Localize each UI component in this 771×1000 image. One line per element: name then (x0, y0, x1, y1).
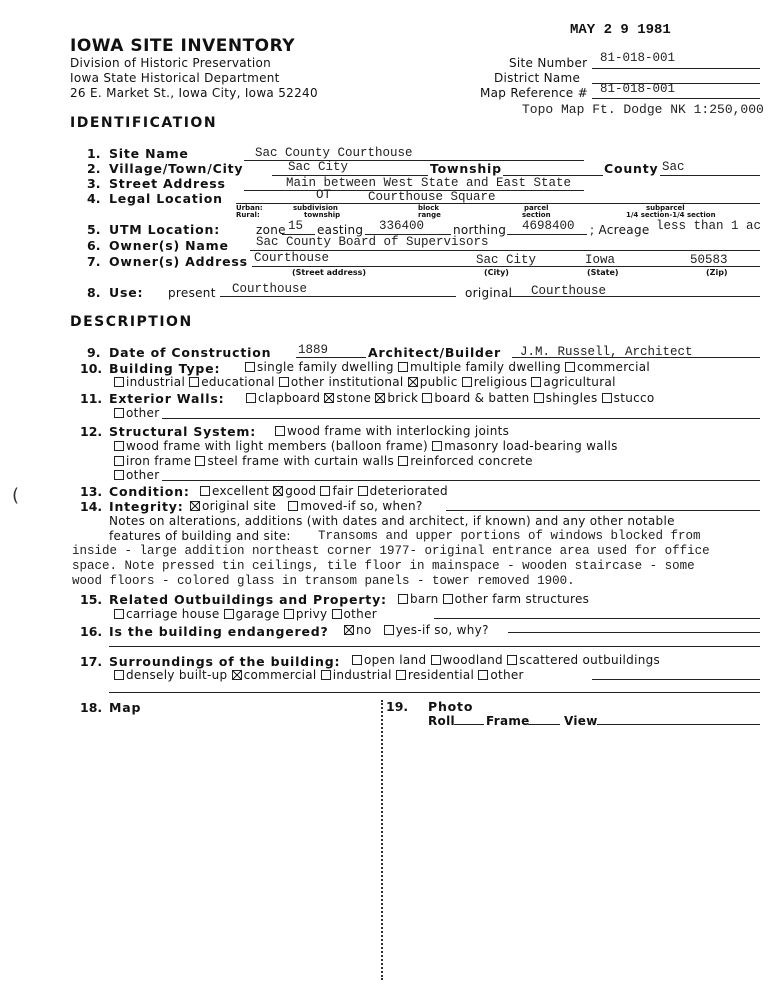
surroundings-row2 (114, 668, 524, 682)
checkbox-yes[interactable] (384, 625, 394, 635)
checkbox-structural-other[interactable] (114, 470, 124, 480)
structural-other-line[interactable] (162, 480, 760, 481)
option-public: public (419, 375, 458, 389)
exterior-walls-row1 (246, 391, 655, 405)
binding-mark: ( (12, 485, 20, 506)
building-type-row2 (114, 375, 616, 389)
option-structural-other: other (126, 468, 160, 482)
item-number-2: 2. (87, 161, 101, 176)
checkbox-single-family[interactable] (245, 362, 255, 372)
village-label: Village/Town/City (109, 161, 244, 176)
exterior-walls-row2 (114, 406, 159, 420)
checkbox-shingles[interactable] (534, 393, 544, 403)
owner-state-value[interactable]: Iowa (585, 253, 616, 267)
zone-value[interactable]: 15 (288, 219, 304, 233)
notes-instruction-2: features of building and site: (109, 529, 291, 543)
exterior-walls-label: Exterior Walls: (109, 391, 225, 406)
frame-label: Frame (486, 714, 530, 728)
checkbox-iron-frame[interactable] (114, 456, 124, 466)
zip-caption: (Zip) (706, 268, 728, 277)
checkbox-garage[interactable] (224, 609, 234, 619)
item-number-4: 4. (87, 191, 101, 206)
township-label: Township (430, 161, 502, 176)
item-number-5: 5. (87, 222, 101, 237)
item-number-13: 13. (80, 484, 103, 499)
architect-line (512, 357, 760, 358)
checkbox-no-checked[interactable] (344, 625, 354, 635)
item-number-12: 12. (80, 424, 103, 439)
street-address-value[interactable]: Main between West State and East State (286, 176, 572, 190)
present-use-line (220, 296, 456, 297)
photo-label: Photo (428, 699, 474, 714)
owner-address-line (252, 266, 760, 267)
surroundings-row1 (352, 653, 660, 667)
owner-zip-value[interactable]: 50583 (690, 253, 728, 267)
state-caption: (State) (587, 268, 619, 277)
county-line (660, 175, 760, 176)
utm-location-label: UTM Location: (109, 222, 221, 237)
checkbox-fair[interactable] (320, 486, 330, 496)
option-masonry: masonry load-bearing walls (444, 439, 618, 453)
option-multiple-family: multiple family dwelling (409, 360, 561, 374)
identification-heading: IDENTIFICATION (70, 115, 218, 131)
option-religious: religious (473, 375, 528, 389)
moved-when-line[interactable] (446, 510, 760, 511)
checkbox-moved[interactable] (288, 501, 298, 511)
legal-location-subdivision[interactable]: OT (316, 188, 332, 202)
checkbox-carriage-house[interactable] (114, 609, 124, 619)
option-shingles: shingles (545, 391, 598, 405)
date-of-construction-value[interactable]: 1889 (298, 343, 329, 357)
checkbox-excellent[interactable] (200, 486, 210, 496)
legal-location-label: Legal Location (109, 191, 223, 206)
county-value[interactable]: Sac (662, 160, 685, 174)
original-label: original (465, 286, 513, 300)
option-surr-industrial: industrial (332, 668, 392, 682)
checkbox-densely-built[interactable] (114, 670, 124, 680)
original-use-value[interactable]: Courthouse (531, 284, 607, 298)
map-reference-label: Map Reference # (480, 86, 588, 100)
checkbox-surr-industrial[interactable] (321, 670, 331, 680)
checkbox-stone-checked[interactable] (324, 393, 334, 403)
item-number-9: 9. (87, 345, 101, 360)
option-agricultural: agricultural (543, 375, 616, 389)
option-interlocking: wood frame with interlocking joints (287, 424, 510, 438)
checkbox-outbuilding-other[interactable] (332, 609, 342, 619)
related-row2 (114, 607, 377, 621)
checkbox-stucco[interactable] (602, 393, 612, 403)
checkbox-steel-frame[interactable] (195, 456, 205, 466)
option-good: good (285, 484, 317, 498)
present-label: present (168, 286, 216, 300)
option-other-farm: other farm structures (454, 592, 590, 606)
checkbox-walls-other[interactable] (114, 408, 124, 418)
map-reference-value[interactable]: 81-018-001 (600, 82, 676, 96)
checkbox-industrial[interactable] (114, 377, 124, 387)
checkbox-public-checked[interactable] (408, 377, 418, 387)
option-carriage-house: carriage house (126, 607, 220, 621)
checkbox-masonry[interactable] (432, 441, 442, 451)
notes-text-4[interactable]: wood floors - colored glass in transom panels - tower removed 1900. (72, 574, 575, 588)
checkbox-good-checked[interactable] (273, 486, 283, 496)
present-use-value[interactable]: Courthouse (232, 282, 308, 296)
item-number-11: 11. (80, 391, 103, 406)
subdivision-caption: subdivision (293, 204, 338, 212)
checkbox-clapboard[interactable] (246, 393, 256, 403)
site-number-label: Site Number (509, 56, 588, 70)
outbuilding-other-line[interactable] (434, 618, 760, 619)
item-number-15: 15. (80, 592, 103, 607)
option-iron-frame: iron frame (126, 454, 192, 468)
option-single-family: single family dwelling (257, 360, 394, 374)
checkbox-religious[interactable] (462, 377, 472, 387)
option-surr-commercial: commercial (243, 668, 317, 682)
option-scattered-outbuildings: scattered outbuildings (519, 653, 661, 667)
checkbox-residential[interactable] (396, 670, 406, 680)
item-number-1: 1. (87, 146, 101, 161)
view-label: View (564, 714, 598, 728)
walls-other-line[interactable] (162, 418, 760, 419)
easting-label: easting (317, 223, 364, 237)
checkbox-scattered-outbuildings[interactable] (507, 655, 517, 665)
roll-line[interactable] (454, 724, 484, 725)
owner-name-value[interactable]: Sac County Board of Supervisors (256, 235, 489, 249)
block-caption: block (418, 204, 440, 212)
owner-name-label: Owner(s) Name (109, 238, 229, 253)
checkbox-balloon-frame[interactable] (114, 441, 124, 451)
structural-system-label: Structural System: (109, 424, 257, 439)
structural-row2 (114, 439, 618, 453)
notes-text-3[interactable]: space. Note pressed tin ceilings, tile floor in mainspace - wooden staircase - some (72, 559, 695, 573)
item-number-10: 10. (80, 361, 103, 376)
owner-street-value[interactable]: Courthouse (254, 251, 330, 265)
integrity-row (190, 499, 423, 513)
view-line[interactable] (597, 724, 760, 725)
condition-row (200, 484, 448, 498)
checkbox-brick-checked[interactable] (375, 393, 385, 403)
structural-row1 (275, 424, 509, 438)
option-woodland: woodland (442, 653, 503, 667)
street-address-caption: (Street address) (292, 268, 367, 277)
surroundings-label: Surroundings of the building: (109, 654, 341, 669)
zone-label: zone (256, 223, 286, 237)
address-line: 26 E. Market St., Iowa City, Iowa 52240 (70, 86, 318, 100)
item-number-18: 18. (80, 700, 103, 715)
item-number-16: 16. (80, 624, 103, 639)
option-board-batten: board & batten (434, 391, 530, 405)
map-reference-line (592, 98, 760, 99)
acreage-value[interactable]: less than 1 ac (656, 219, 762, 233)
item-number-14: 14. (80, 499, 103, 514)
owner-address-label: Owner(s) Address (109, 254, 248, 269)
received-date-stamp: MAY 2 9 1981 (570, 22, 671, 38)
site-name-label: Site Name (109, 146, 189, 161)
acreage-label: ; Acreage (590, 223, 650, 237)
easting-value[interactable]: 336400 (379, 219, 425, 233)
checkbox-reinforced-concrete[interactable] (398, 456, 408, 466)
option-other-institutional: other institutional (290, 375, 404, 389)
form-title: IOWA SITE INVENTORY (70, 36, 296, 56)
original-use-line (509, 296, 760, 297)
option-no: no (356, 623, 372, 637)
checkbox-board-batten[interactable] (422, 393, 432, 403)
option-industrial: industrial (126, 375, 186, 389)
checkbox-original-site-checked[interactable] (190, 501, 200, 511)
date-of-construction-label: Date of Construction (109, 345, 272, 360)
use-label: Use: (109, 285, 144, 300)
option-surr-other: other (490, 668, 524, 682)
option-balloon-frame: wood frame with light members (balloon frame) (126, 439, 428, 453)
option-stone: stone (336, 391, 372, 405)
item-number-17: 17. (80, 654, 103, 669)
site-number-value[interactable]: 81-018-001 (600, 51, 676, 65)
township-caption: township (304, 211, 341, 219)
option-fair: fair (332, 484, 354, 498)
condition-label: Condition: (109, 484, 190, 499)
integrity-label: Integrity: (109, 499, 184, 514)
subparcel-caption: subparcel (646, 204, 685, 212)
checkbox-educational[interactable] (189, 377, 199, 387)
checkbox-privy[interactable] (284, 609, 294, 619)
item-number-3: 3. (87, 176, 101, 191)
roll-label: Roll (428, 714, 455, 728)
option-steel-frame: steel frame with curtain walls (207, 454, 395, 468)
map-photo-divider (381, 700, 383, 980)
checkbox-commercial[interactable] (565, 362, 575, 372)
endangered-why-line-2[interactable] (109, 646, 760, 647)
rural-label: Rural: (236, 211, 260, 219)
structural-row3 (114, 454, 533, 468)
legal-location-block[interactable]: Courthouse Square (368, 190, 496, 204)
department-line: Iowa State Historical Department (70, 71, 280, 85)
parcel-caption: parcel (524, 204, 549, 212)
northing-line (507, 234, 587, 235)
option-residential: residential (407, 668, 475, 682)
related-row1 (398, 592, 589, 606)
checkbox-agricultural[interactable] (531, 377, 541, 387)
option-walls-other: other (126, 406, 160, 420)
date-of-construction-line (296, 357, 366, 358)
topo-map-note: Topo Map Ft. Dodge NK 1:250,000 (522, 102, 764, 117)
option-excellent: excellent (212, 484, 270, 498)
checkbox-commercial-checked[interactable] (232, 670, 242, 680)
notes-text-1[interactable]: Transoms and upper portions of windows blocked from (318, 529, 701, 543)
description-heading: DESCRIPTION (70, 314, 193, 330)
option-deteriorated: deteriorated (369, 484, 448, 498)
section-caption: section (522, 211, 551, 219)
site-number-line (592, 68, 760, 69)
checkbox-open-land[interactable] (352, 655, 362, 665)
option-stucco: stucco (613, 391, 655, 405)
item-number-6: 6. (87, 238, 101, 253)
quarter-section-caption: 1/4 section-1/4 section (626, 211, 716, 219)
map-label: Map (109, 700, 142, 715)
site-name-value[interactable]: Sac County Courthouse (255, 146, 413, 160)
option-privy: privy (295, 607, 328, 621)
checkbox-woodland[interactable] (431, 655, 441, 665)
surroundings-extra-line[interactable] (109, 692, 760, 693)
frame-line[interactable] (528, 724, 560, 725)
option-barn: barn (410, 592, 439, 606)
surroundings-other-line[interactable] (592, 679, 760, 680)
option-commercial: commercial (577, 360, 651, 374)
urban-label: Urban: (236, 204, 263, 212)
item-number-7: 7. (87, 254, 101, 269)
option-open-land: open land (364, 653, 427, 667)
county-label: County (604, 161, 659, 176)
checkbox-surr-other[interactable] (478, 670, 488, 680)
street-address-label: Street Address (109, 176, 226, 191)
option-original-site: original site (202, 499, 277, 513)
village-value[interactable]: Sac City (288, 160, 349, 174)
option-educational: educational (201, 375, 275, 389)
northing-label: northing (453, 223, 507, 237)
option-moved: moved-if so, when? (300, 499, 423, 513)
architect-label: Architect/Builder (368, 345, 502, 360)
checkbox-barn[interactable] (398, 594, 408, 604)
notes-instruction-1: Notes on alterations, additions (with dates and architect, if known) and any other notable (109, 514, 675, 528)
endangered-row (344, 623, 489, 637)
city-caption: (City) (484, 268, 509, 277)
building-type-row1 (245, 360, 650, 374)
checkbox-other-institutional[interactable] (279, 377, 289, 387)
endangered-label: Is the building endangered? (109, 624, 329, 639)
structural-row4 (114, 468, 159, 482)
checkbox-multiple-family[interactable] (398, 362, 408, 372)
checkbox-deteriorated[interactable] (358, 486, 368, 496)
option-densely-built: densely built-up (126, 668, 228, 682)
owner-city-value[interactable]: Sac City (476, 253, 537, 267)
option-yes: yes-if so, why? (395, 623, 489, 637)
range-caption: range (418, 211, 441, 219)
option-garage: garage (235, 607, 280, 621)
northing-value[interactable]: 4698400 (522, 219, 575, 233)
endangered-why-line[interactable] (508, 632, 760, 633)
option-outbuilding-other: other (343, 607, 377, 621)
checkbox-interlocking[interactable] (275, 426, 285, 436)
division-line: Division of Historic Preservation (70, 56, 272, 70)
notes-text-2[interactable]: inside - large addition northeast corner 1977- original entrance area used for office (72, 544, 710, 558)
option-clapboard: clapboard (258, 391, 321, 405)
building-type-label: Building Type: (109, 361, 221, 376)
district-name-label: District Name (494, 71, 581, 85)
item-number-8: 8. (87, 285, 101, 300)
checkbox-other-farm[interactable] (443, 594, 453, 604)
item-number-19: 19. (386, 699, 409, 714)
related-outbuildings-label: Related Outbuildings and Property: (109, 592, 387, 607)
architect-value[interactable]: J.M. Russell, Architect (520, 345, 693, 359)
option-brick: brick (387, 391, 419, 405)
option-reinforced-concrete: reinforced concrete (410, 454, 533, 468)
